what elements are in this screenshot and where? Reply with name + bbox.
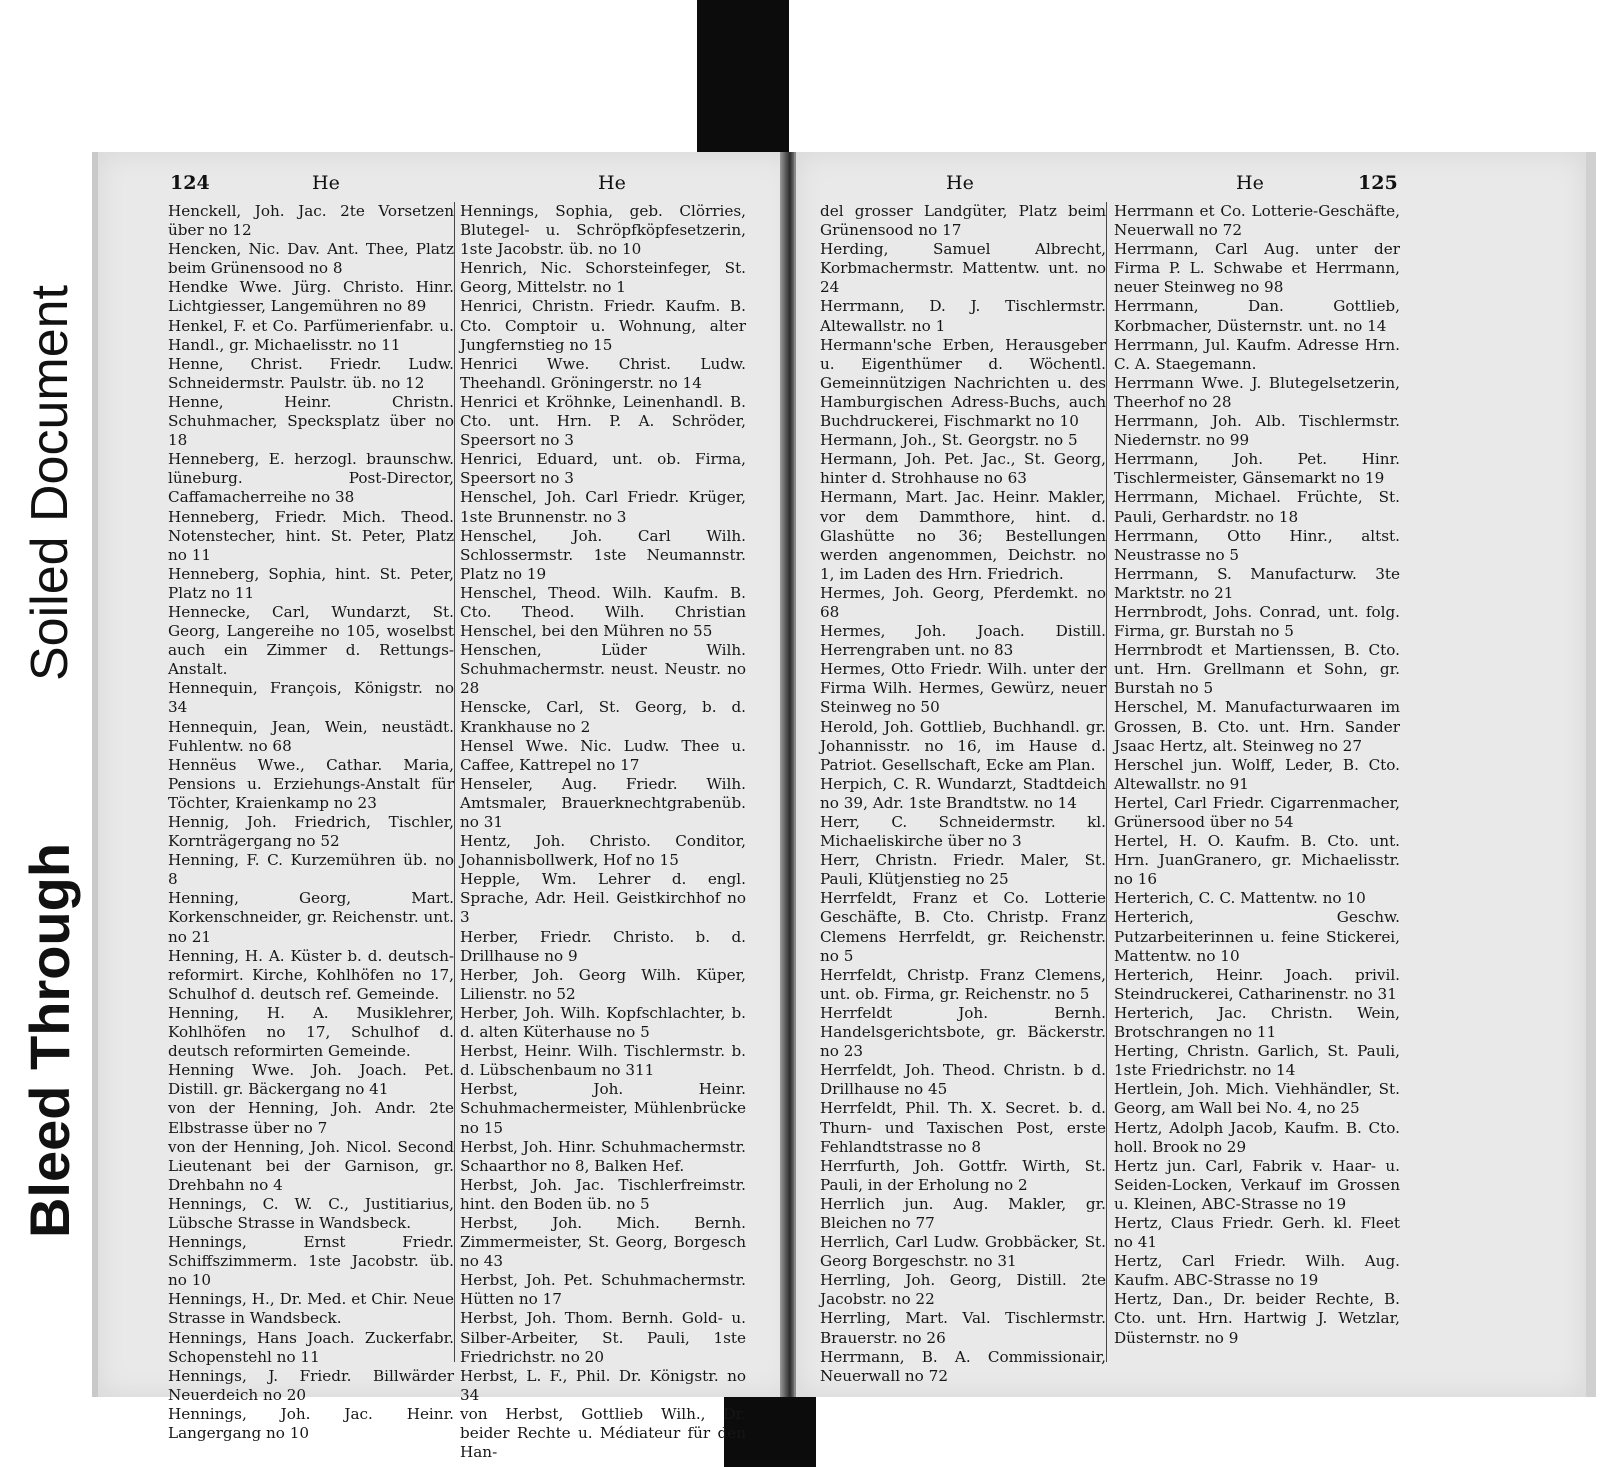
directory-entry: Herrnbrodt et Martienssen, B. Cto. unt. Hrn. Grellmann et Sohn, gr. Burstah no 5 <box>1114 641 1400 698</box>
directory-entry: Hennings, Hans Joach. Zuckerfabr. Schopenstehl no 11 <box>168 1328 454 1366</box>
directory-entry: Herpich, C. R. Wundarzt, Stadtdeich no 39, Adr. 1ste Brandtstw. no 14 <box>820 774 1106 812</box>
running-head-right-b: He <box>1236 172 1264 194</box>
directory-entry: Herbst, Joh. Thom. Bernh. Gold- u. Silber-Arbeiter, St. Pauli, 1ste Friedrichstr. no 20 <box>460 1309 746 1366</box>
directory-entry: Henneberg, Sophia, hint. St. Peter, Platz no 11 <box>168 564 454 602</box>
directory-entry: Hepple, Wm. Lehrer d. engl. Sprache, Adr. Heil. Geistkirchhof no 3 <box>460 870 746 927</box>
directory-entry: Herber, Friedr. Christo. b. d. Drillhause no 9 <box>460 927 746 965</box>
bleed-through-text: Bleed Through <box>18 842 82 1238</box>
directory-entry: Henning Wwe. Joh. Joach. Pet. Distill. gr. Bäckergang no 41 <box>168 1061 454 1099</box>
directory-entry: Herrfeldt, Joh. Theod. Christn. b d. Drillhause no 45 <box>820 1061 1106 1099</box>
directory-entry: Herrlich jun. Aug. Makler, gr. Bleichen no 77 <box>820 1194 1106 1232</box>
directory-entry: Hennings, H., Dr. Med. et Chir. Neue Strasse in Wandsbeck. <box>168 1290 454 1328</box>
directory-entry: Herrmann, B. A. Commissionair, Neuerwall no 72 <box>820 1347 1106 1385</box>
directory-entry: Herrmann, D. J. Tischlermstr. Altewallstr. no 1 <box>820 297 1106 335</box>
directory-entry: Hensel Wwe. Nic. Ludw. Thee u. Caffee, Kattrepel no 17 <box>460 736 746 774</box>
directory-entry: Herrling, Joh. Georg, Distill. 2te Jacobstr. no 22 <box>820 1271 1106 1309</box>
directory-entry: Henning, H. A. Küster b. d. deutsch-reformirt. Kirche, Kohlhöfen no 17, Schulhof d. deutsch ref. Gemeinde. <box>168 946 454 1003</box>
directory-entry: Herschel, M. Manufacturwaaren im Grossen, B. Cto. unt. Hrn. Sander Jsaac Hertz, alt. Steinweg no 27 <box>1114 698 1400 755</box>
directory-entry: Henrici, Eduard, unt. ob. Firma, Speersort no 3 <box>460 450 746 488</box>
directory-entry: Henning, Georg, Mart. Korkenschneider, gr. Reichenstr. unt. no 21 <box>168 889 454 946</box>
left-page-column-2 <box>460 202 746 1462</box>
directory-entry: Herbst, Joh. Jac. Tischlerfreimstr. hint. den Boden üb. no 5 <box>460 1175 746 1213</box>
directory-entry: Herrmann, Joh. Alb. Tischlermstr. Niedernstr. no 99 <box>1114 412 1400 450</box>
bleed-through-label <box>0 800 100 1280</box>
directory-entry: Herbst, Heinr. Wilh. Tischlermstr. b. d. Lübschenbaum no 311 <box>460 1042 746 1080</box>
directory-entry: Herrfeldt, Christp. Franz Clemens, unt. ob. Firma, gr. Reichenstr. no 5 <box>820 965 1106 1003</box>
directory-entry: Henschel, Joh. Carl Wilh. Schlossermstr. 1ste Neumannstr. Platz no 19 <box>460 526 746 583</box>
directory-entry: Henrich, Nic. Schorsteinfeger, St. Georg, Mittelstr. no 1 <box>460 259 746 297</box>
directory-entry: Herrmann, S. Manufacturw. 3te Marktstr. no 21 <box>1114 564 1400 602</box>
directory-entry: Hennig, Joh. Friedrich, Tischler, Kornträgergang no 52 <box>168 813 454 851</box>
directory-entry: Hermes, Otto Friedr. Wilh. unter der Firma Wilh. Hermes, Gewürz, neuer Steinweg no 50 <box>820 660 1106 717</box>
directory-entry: Henscke, Carl, St. Georg, b. d. Krankhause no 2 <box>460 698 746 736</box>
directory-entry: Herterich, C. C. Mattentw. no 10 <box>1114 889 1366 908</box>
left-page <box>92 152 797 1462</box>
directory-entry: Herbst, L. F., Phil. Dr. Königstr. no 34 <box>460 1366 746 1404</box>
directory-entry: Henrici et Kröhnke, Leinenhandl. B. Cto. unt. Hrn. P. A. Schröder, Speersort no 3 <box>460 392 746 450</box>
directory-entry: Hennequin, François, Königstr. no 34 <box>168 679 454 717</box>
directory-entry: Hermes, Joh. Joach. Distill. Herrengraben unt. no 83 <box>820 622 1106 660</box>
soiled-document-text: Soiled Document <box>21 285 79 681</box>
directory-entry: Herr, C. Schneidermstr. kl. Michaeliskirche über no 3 <box>820 813 1106 851</box>
directory-entry: Hermann, Mart. Jac. Heinr. Makler, vor dem Dammthore, hint. d. Glashütte no 36; Bestellungen werden angenommen, Deichstr. no 1, im Laden des Hrn. Friedrich. <box>820 488 1106 583</box>
directory-entry: Herber, Joh. Georg Wilh. Küper, Lilienstr. no 52 <box>460 965 746 1003</box>
directory-entry: Herschel jun. Wolff, Leder, B. Cto. Altewallstr. no 91 <box>1114 755 1400 793</box>
directory-entry: Herterich, Geschw. Putzarbeiterinnen u. feine Stickerei, Mattentw. no 10 <box>1114 908 1400 965</box>
directory-entry: Herbst, Joh. Pet. Schuhmachermstr. Hütten no 17 <box>460 1271 746 1309</box>
directory-entry: Hennings, Ernst Friedr. Schiffszimmerm. 1ste Jacobstr. üb. no 10 <box>168 1233 454 1290</box>
running-head-left-b: He <box>598 172 626 194</box>
directory-entry: Herrfeldt Joh. Bernh. Handelsgerichtsbote, gr. Bäckerstr. no 23 <box>820 1003 1106 1061</box>
directory-entry: Henne, Heinr. Christn. Schuhmacher, Specksplatz über no 18 <box>168 392 454 450</box>
directory-entry: Henschen, Lüder Wilh. Schuhmachermstr. neust. Neustr. no 28 <box>460 641 746 698</box>
directory-entry: Herrmann et Co. Lotterie-Geschäfte, Neuerwall no 72 <box>1114 202 1400 240</box>
directory-entry: Hertel, Carl Friedr. Cigarrenmacher, Grünersood über no 54 <box>1114 793 1400 831</box>
directory-entry: von der Henning, Joh. Nicol. Second Lieutenant bei der Garnison, gr. Drehbahn no 4 <box>168 1137 454 1194</box>
directory-entry: Herbst, Joh. Mich. Bernh. Zimmermeister, St. Georg, Borgesch no 43 <box>460 1213 746 1271</box>
directory-entry: Henschel, Joh. Carl Friedr. Krüger, 1ste Brunnenstr. no 3 <box>460 488 746 526</box>
directory-entry: Henrici Wwe. Christ. Ludw. Theehandl. Gröningerstr. no 14 <box>460 354 746 392</box>
binding-strip-top <box>697 0 789 160</box>
directory-entry: Herrmann, Jul. Kaufm. Adresse Hrn. C. A. Staegemann. <box>1114 335 1400 373</box>
directory-entry: Hentz, Joh. Christo. Conditor, Johannisbollwerk, Hof no 15 <box>460 832 746 870</box>
directory-entry: Herold, Joh. Gottlieb, Buchhandl. gr. Johannisstr. no 16, im Hause d. Patriot. Gesellschaft, Ecke am Plan. <box>820 717 1106 774</box>
directory-entry: Herrmann, Dan. Gottlieb, Korbmacher, Düsternstr. unt. no 14 <box>1114 297 1400 335</box>
page-number-right: 125 <box>1358 172 1398 194</box>
directory-entry: Hertel, H. O. Kaufm. B. Cto. unt. Hrn. JuanGranero, gr. Michaelisstr. no 16 <box>1114 832 1400 889</box>
directory-entry: Herr, Christn. Friedr. Maler, St. Pauli, Klütjenstieg no 25 <box>820 851 1106 889</box>
directory-entry: Henkel, F. et Co. Parfümerienfabr. u. Handl., gr. Michaelisstr. no 11 <box>168 316 454 354</box>
directory-entry: Herrmann, Joh. Pet. Hinr. Tischlermeister, Gänsemarkt no 19 <box>1114 450 1400 488</box>
directory-entry: von der Henning, Joh. Andr. 2te Elbstrasse über no 7 <box>168 1099 454 1137</box>
directory-entry: Herber, Joh. Wilh. Kopfschlachter, b. d. alten Küterhause no 5 <box>460 1003 746 1042</box>
directory-entry: Hennings, Sophia, geb. Clörries, Blutegel- u. Schröpfköpfesetzerin, 1ste Jacobstr. üb. no 10 <box>460 202 746 259</box>
directory-entry: Henschel, Theod. Wilh. Kaufm. B. Cto. Theod. Wilh. Christian Henschel, bei den Mühren no 55 <box>460 583 746 641</box>
directory-entry: Herrfurth, Joh. Gottfr. Wirth, St. Pauli, in der Erholung no 2 <box>820 1156 1106 1194</box>
directory-entry: Hermann, Joh., St. Georgstr. no 5 <box>820 431 1078 450</box>
directory-entry: Herrmann, Michael. Früchte, St. Pauli, Gerhardstr. no 18 <box>1114 488 1400 526</box>
directory-entry: Herrlich, Carl Ludw. Grobbäcker, St. Georg Borgeschstr. no 31 <box>820 1233 1106 1271</box>
running-head-right-a: He <box>946 172 974 194</box>
directory-entry: Hermes, Joh. Georg, Pferdemkt. no 68 <box>820 583 1106 621</box>
directory-entry: Hertz jun. Carl, Fabrik v. Haar- u. Seiden-Locken, Verkauf im Grossen u. Kleinen, ABC-Strasse no 19 <box>1114 1156 1400 1213</box>
directory-entry: von Herbst, Gottlieb Wilh., Dr. beider Rechte u. Médiateur für den Han- <box>460 1404 746 1462</box>
directory-entry: del grosser Landgüter, Platz beim Grünensood no 17 <box>820 202 1106 240</box>
directory-entry: Henckell, Joh. Jac. 2te Vorsetzen über no 12 <box>168 202 454 240</box>
directory-entry: Hermann'sche Erben, Herausgeber u. Eigenthümer d. Wöchentl. Gemeinnützigen Nachrichten u. des Hamburgischen Adress-Buchs, auch Buchdruckerei, Fischmarkt no 10 <box>820 335 1106 431</box>
directory-entry: Hennëus Wwe., Cathar. Maria, Pensions u. Erziehungs-Anstalt für Töchter, Kraienkamp no 23 <box>168 755 454 812</box>
right-page-column-1 <box>820 202 1107 1385</box>
directory-entry: Henseler, Aug. Friedr. Wilh. Amtsmaler, Brauerknechtgrabenüb. no 31 <box>460 774 746 831</box>
directory-entry: Henning, F. C. Kurzemühren üb. no 8 <box>168 851 454 889</box>
directory-entry: Henning, H. A. Musiklehrer, Kohlhöfen no 17, Schulhof d. deutsch reformirten Gemeinde. <box>168 1003 454 1061</box>
right-page <box>794 152 1596 1397</box>
directory-entry: Herrmann, Carl Aug. unter der Firma P. L. Schwabe et Herrmann, neuer Steinweg no 98 <box>1114 240 1400 297</box>
directory-entry: Herrnbrodt, Johs. Conrad, unt. folg. Firma, gr. Burstah no 5 <box>1114 602 1400 641</box>
directory-entry: Herterich, Heinr. Joach. privil. Steindruckerei, Catharinenstr. no 31 <box>1114 965 1400 1003</box>
directory-entry: Herrmann Wwe. J. Blutegelsetzerin, Theerhof no 28 <box>1114 373 1400 411</box>
directory-entry: Herrfeldt, Phil. Th. X. Secret. b. d. Thurn- und Taxischen Post, erste Fehlandtstrasse no 8 <box>820 1099 1106 1156</box>
directory-entry: Henneberg, E. herzogl. braunschw. lüneburg. Post-Director, Caffamacherreihe no 38 <box>168 450 454 507</box>
directory-entry: Hennings, C. W. C., Justitiarius, Lübsche Strasse in Wandsbeck. <box>168 1194 454 1232</box>
directory-entry: Herbst, Joh. Heinr. Schuhmachermeister, Mühlenbrücke no 15 <box>460 1080 746 1137</box>
directory-entry: Hertz, Carl Friedr. Wilh. Aug. Kaufm. ABC-Strasse no 19 <box>1114 1252 1400 1290</box>
left-page-column-1 <box>168 202 455 1442</box>
directory-entry: Hennings, Joh. Jac. Heinr. Langergang no 10 <box>168 1404 454 1442</box>
directory-entry: Herting, Christn. Garlich, St. Pauli, 1ste Friedrichstr. no 14 <box>1114 1042 1400 1080</box>
directory-entry: Hennings, J. Friedr. Billwärder Neuerdeich no 20 <box>168 1366 454 1404</box>
directory-entry: Hertz, Claus Friedr. Gerh. kl. Fleet no 41 <box>1114 1213 1400 1252</box>
directory-entry: Henne, Christ. Friedr. Ludw. Schneidermstr. Paulstr. üb. no 12 <box>168 354 454 392</box>
directory-entry: Hertlein, Joh. Mich. Viehhändler, St. Georg, am Wall bei No. 4, no 25 <box>1114 1080 1400 1118</box>
directory-entry: Herding, Samuel Albrecht, Korbmachermstr. Mattentw. unt. no 24 <box>820 240 1106 297</box>
running-head-left-a: He <box>312 172 340 194</box>
soiled-document-label <box>0 248 100 718</box>
directory-entry: Hertz, Dan., Dr. beider Rechte, B. Cto. unt. Hrn. Hartwig J. Wetzlar, Düsternstr. no 9 <box>1114 1290 1400 1347</box>
directory-entry: Henneberg, Friedr. Mich. Theod. Notenstecher, hint. St. Peter, Platz no 11 <box>168 507 454 564</box>
page-number-left: 124 <box>170 172 210 194</box>
directory-entry: Herrmann, Otto Hinr., altst. Neustrasse no 5 <box>1114 526 1400 564</box>
directory-entry: Henrici, Christn. Friedr. Kaufm. B. Cto. Comptoir u. Wohnung, alter Jungfernstieg no 15 <box>460 297 746 354</box>
directory-entry: Hertz, Adolph Jacob, Kaufm. B. Cto. holl. Brook no 29 <box>1114 1118 1400 1156</box>
open-book <box>92 152 1596 1462</box>
directory-entry: Herterich, Jac. Christn. Wein, Brotschrangen no 11 <box>1114 1003 1400 1042</box>
directory-entry: Herbst, Joh. Hinr. Schuhmachermstr. Schaarthor no 8, Balken Hef. <box>460 1137 746 1175</box>
directory-entry: Hennequin, Jean, Wein, neustädt. Fuhlentw. no 68 <box>168 717 454 755</box>
directory-entry: Herrfeldt, Franz et Co. Lotterie Geschäfte, B. Cto. Christp. Franz Clemens Herrfeldt, gr. Reichenstr. no 5 <box>820 889 1106 965</box>
right-page-column-2 <box>1114 202 1400 1362</box>
directory-entry: Hermann, Joh. Pet. Jac., St. Georg, hinter d. Strohhause no 63 <box>820 450 1106 488</box>
directory-entry: Hendke Wwe. Jürg. Christo. Hinr. Lichtgiesser, Langemühren no 89 <box>168 278 454 316</box>
directory-entry: Hennecke, Carl, Wundarzt, St. Georg, Langereihe no 105, woselbst auch ein Zimmer d. Rettungs-Anstalt. <box>168 602 454 679</box>
directory-entry: Hencken, Nic. Dav. Ant. Thee, Platz beim Grünensood no 8 <box>168 240 454 278</box>
directory-entry: Herrling, Mart. Val. Tischlermstr. Brauerstr. no 26 <box>820 1309 1106 1347</box>
